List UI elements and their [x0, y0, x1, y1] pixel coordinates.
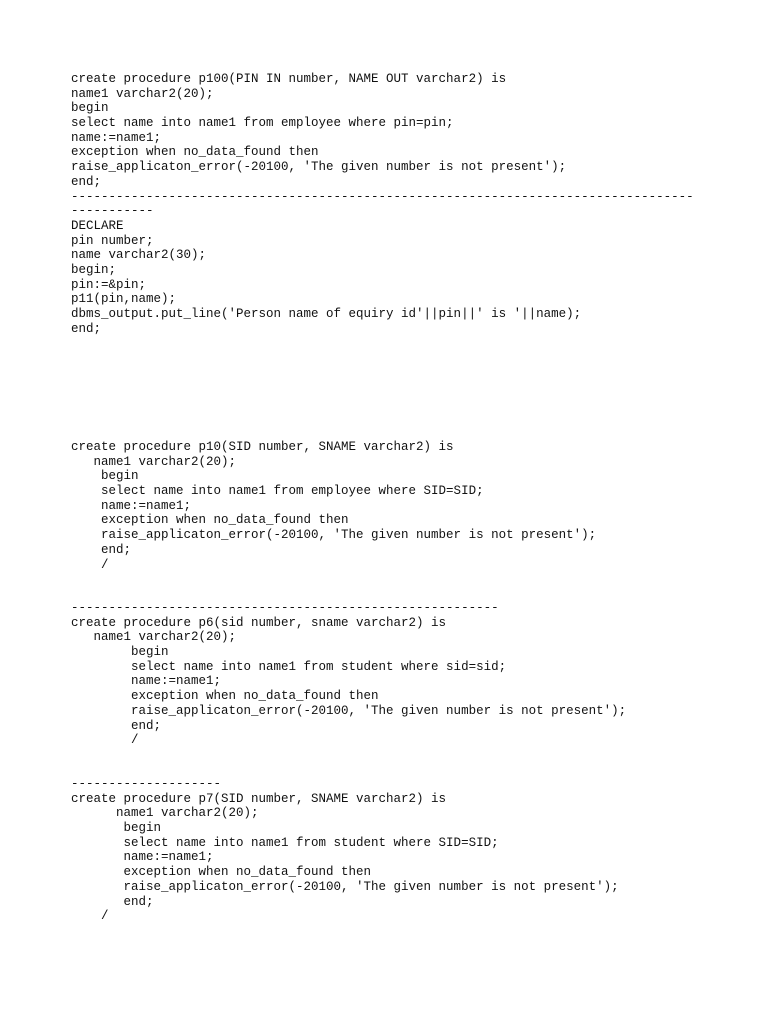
- code-line: raise_applicaton_error(-20100, 'The given number is not present');: [71, 160, 567, 175]
- code-line: name:=name1;: [71, 850, 214, 865]
- code-line: name:=name1;: [71, 130, 162, 145]
- code-line: name1 varchar2(20);: [71, 86, 214, 101]
- code-line: begin;: [71, 262, 117, 277]
- code-line: pin:=&pin;: [71, 277, 147, 292]
- code-line: name varchar2(30);: [71, 248, 207, 263]
- code-line: name1 varchar2(20);: [71, 630, 237, 645]
- code-line: pin number;: [71, 233, 154, 248]
- separator-line: -----------------------------------------------------------------------------------: [71, 189, 694, 204]
- code-line: select name into name1 from student where sid=sid;: [71, 659, 507, 674]
- code-line: end;: [71, 718, 162, 733]
- code-line: end;: [71, 894, 154, 909]
- code-line: raise_applicaton_error(-20100, 'The given number is not present');: [71, 528, 597, 543]
- code-line: name1 varchar2(20);: [71, 454, 237, 469]
- code-line: /: [71, 733, 139, 748]
- code-line: create procedure p100(PIN IN number, NAME OUT varchar2) is: [71, 72, 507, 86]
- code-block-p10: [71, 440, 596, 572]
- code-line: end;: [71, 174, 102, 189]
- code-line: begin: [71, 101, 109, 116]
- code-line: select name into name1 from employee where pin=pin;: [71, 116, 454, 131]
- code-line: exception when no_data_found then: [71, 689, 379, 704]
- separator-line: -----------: [71, 204, 154, 219]
- code-line: exception when no_data_found then: [71, 865, 372, 880]
- code-line: select name into name1 from employee where SID=SID;: [71, 484, 484, 499]
- code-line: select name into name1 from student where SID=SID;: [71, 835, 499, 850]
- code-line: /: [71, 557, 109, 572]
- code-line: p11(pin,name);: [71, 292, 177, 307]
- code-line: exception when no_data_found then: [71, 145, 319, 160]
- separator-line: ---------------------------------------------------------: [71, 601, 499, 615]
- code-line: /: [71, 909, 109, 924]
- code-line: raise_applicaton_error(-20100, 'The given number is not present');: [71, 703, 627, 718]
- code-line: end;: [71, 321, 102, 336]
- code-line: begin: [71, 645, 169, 660]
- code-line: create procedure p6(sid number, sname varchar2) is: [71, 615, 447, 630]
- code-line: name:=name1;: [71, 674, 222, 689]
- code-line: exception when no_data_found then: [71, 513, 349, 528]
- code-line: DECLARE: [71, 218, 124, 233]
- separator-line: --------------------: [71, 777, 222, 791]
- code-block-p6: [71, 601, 626, 748]
- code-line: begin: [71, 469, 139, 484]
- code-line: create procedure p7(SID number, SNAME varchar2) is: [71, 791, 447, 806]
- code-line: dbms_output.put_line('Person name of equiry id'||pin||' is '||name);: [71, 307, 582, 321]
- code-line: end;: [71, 542, 132, 557]
- code-line: create procedure p10(SID number, SNAME varchar2) is: [71, 440, 454, 454]
- code-line: raise_applicaton_error(-20100, 'The given number is not present');: [71, 879, 619, 894]
- code-line: name:=name1;: [71, 498, 192, 513]
- code-line: name1 varchar2(20);: [71, 806, 259, 821]
- code-line: begin: [71, 821, 162, 836]
- code-block-p100-and-declare: [71, 72, 694, 336]
- code-block-p7: [71, 777, 619, 924]
